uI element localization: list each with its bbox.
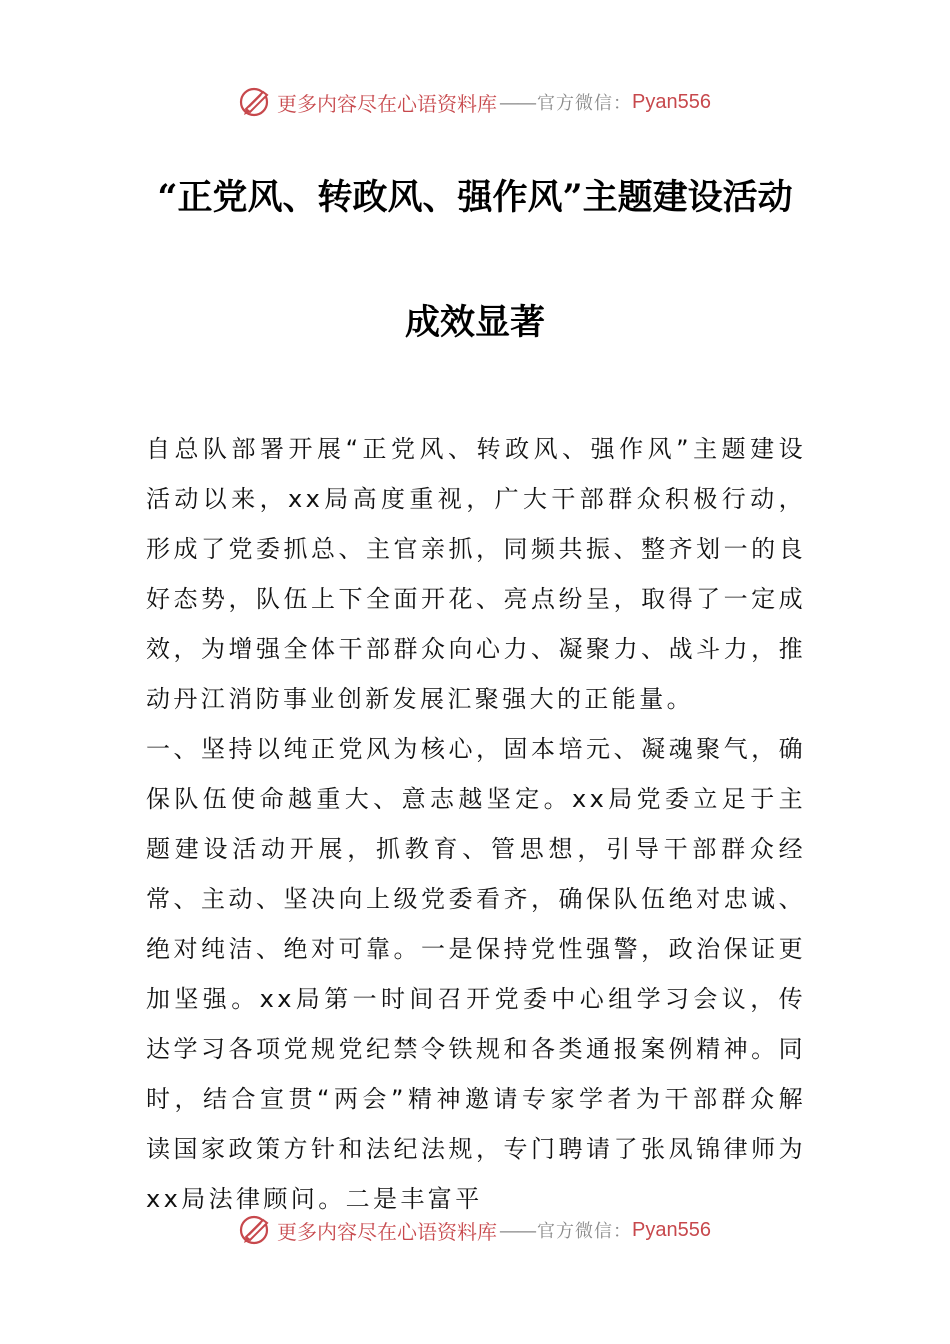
watermark-wechat-id: Pyan556 bbox=[632, 90, 711, 113]
document-title-line-2: 成效显著 bbox=[404, 302, 545, 343]
watermark-wechat-label: 官方微信： bbox=[537, 93, 633, 114]
pen-logo-icon bbox=[239, 1213, 273, 1247]
document-title-line-1: “正党风、转政风、强作风”主题建设活动 bbox=[157, 177, 793, 218]
body-paragraph: 一、坚持以纯正党风为核心，固本培元、凝魂聚气，确保队伍使命越重大、意志越坚定。xx局党委立足于主题建设活动开展，抓教育、管思想，引导干部群众经常、主动、坚决向上级党委看齐，确保队伍绝对忠诚、绝对纯洁、绝对可靠。一是保持党性强警，政治保证更加坚强。xx局第一时间召开党委中心组学习会议，传达学习各项党规党纪禁令铁规和各类通报案例精神。同时，结合宣贯“两会”精神邀请专家学者为干部群众解读国家政策方针和法纪法规，专门聘请了张凤锦律师为xx局法律顾问。二是丰富平 bbox=[146, 735, 806, 1213]
watermark-site-text: 更多内容尽在心语资料库 bbox=[277, 91, 498, 116]
document-body bbox=[146, 424, 806, 1224]
watermark-separator: —— bbox=[499, 90, 536, 114]
watermark-site-text: 更多内容尽在心语资料库 bbox=[277, 1219, 498, 1244]
watermark-separator: —— bbox=[499, 1218, 536, 1242]
watermark-banner-top bbox=[0, 82, 950, 122]
watermark-wechat-label: 官方微信： bbox=[537, 1221, 633, 1242]
body-paragraph: 自总队部署开展“正党风、转政风、强作风”主题建设活动以来，xx局高度重视，广大干部群众积极行动，形成了党委抓总、主官亲抓，同频共振、整齐划一的良好态势，队伍上下全面开花、亮点纷呈，取得了一定成效，为增强全体干部群众向心力、凝聚力、战斗力，推动丹江消防事业创新发展汇聚强大的正能量。 bbox=[146, 435, 806, 713]
watermark-wechat-id: Pyan556 bbox=[632, 1218, 711, 1241]
watermark-banner-bottom bbox=[0, 1210, 950, 1250]
pen-logo-icon bbox=[239, 85, 273, 119]
